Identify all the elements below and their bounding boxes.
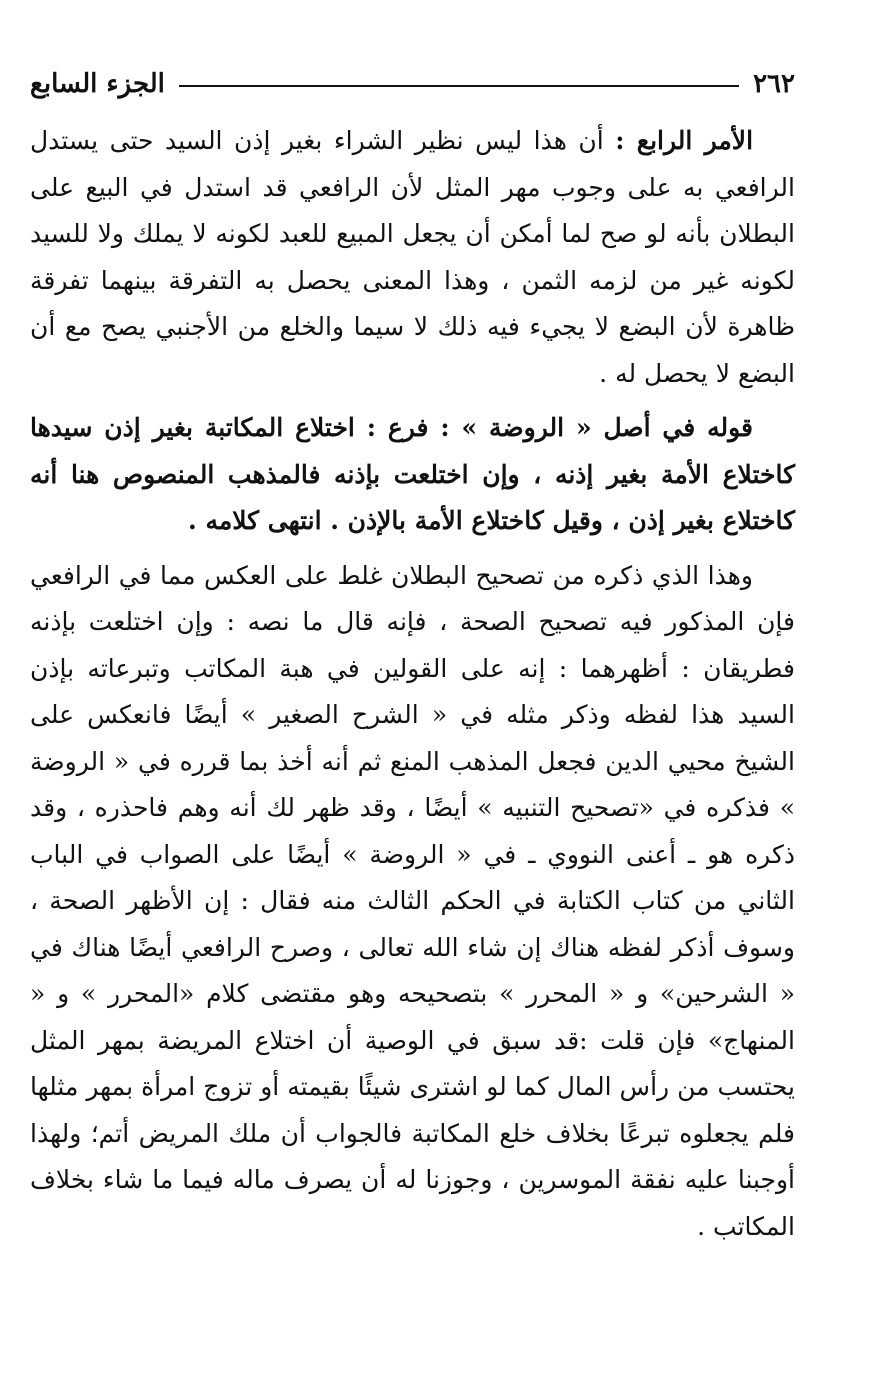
paragraph-text: وهذا الذي ذكره من تصحيح البطلان غلط على العكس مما في الرافعي فإن المذكور فيه تصحيح الصحة ، فإنه قال ما نصه : وإن اختلعت بإذنه فطريقان : أظهرهما : إنه على القولين في هبة المكاتب وتبرعاته بإذن السيد هذا لفظه وذكر مثله في « الشرح الصغير » أيضًا فانعكس على الشيخ محيي الدين فجعل المذهب المنع ثم أنه أخذ بما قرره في « الروضة » فذكره في «تصحيح التنبيه » أيضًا ، وقد ظهر لك أنه وهم فاحذره ، وقد ذكره هو ـ أعنى النووي ـ في « الروضة » أيضًا على الصواب في الباب الثاني من كتاب الكتابة في الحكم الثالث منه فقال : إن الأظهر الصحة ، وسوف أذكر لفظه هناك إن شاء الله تعالى ، وصرح الرافعي أيضًا هناك في « الشرحين» و « المحرر » بتصحيحه وهو مقتضى كلام «المحرر » و « المنهاج» فإن قلت :قد سبق في الوصية أن اختلاع المريضة بمهر المثل يحتسب من رأس المال كما لو اشترى شيئًا بقيمته أو تزوج امرأة بمهر مثلها فلم يجعلوه تبرعًا بخلاف خلع المكاتبة فالجواب أن ملك المريض أتم؛ ولهذا أوجبنا عليه نفقة الموسرين ، وجوزنا له أن يصرف ماله فيما ما شاء بخلاف المكاتب . [30,560,795,1241]
paragraph-commentary [30,553,795,1251]
paragraph-quote-rawda [30,405,795,545]
running-title: الجزء السابع [30,69,165,99]
paragraph-text: أن هذا ليس نظير الشراء بغير إذن السيد حتى يستدل الرافعي به على وجوب مهر المثل لأن الرافعي قد استدل في البيع على البطلان بأنه لو صح لما أمكن أن يجعل المبيع للعبد لكونه لا يملك ولا للسيد لكونه غير من لزمه الثمن ، وهذا المعنى يحصل به التفرقة بينهما تفرقة ظاهرة لأن البضع لا يجيء فيه ذلك لا سيما والخلع من الأجنبي يصح مع أن البضع لا يحصل له . [30,126,795,388]
header-rule [179,85,739,87]
page-number: ٢٦٢ [753,69,795,99]
paragraph-text: قوله في أصل « الروضة » : فرع : اختلاع المكاتبة بغير إذن سيدها كاختلاع الأمة بغير إذنه ، وإن اختلعت بإذنه فالمذهب المنصوص هنا أنه كاختلاع بغير إذن ، وقيل كاختلاع الأمة بالإذن . انتهى كلامه . [30,413,795,535]
page-header [30,62,795,106]
paragraph-amr-rabi [30,118,795,397]
paragraph-lead-heading: الأمر الرابع : [615,126,754,155]
page-body [30,118,795,1250]
book-page [30,62,795,1250]
